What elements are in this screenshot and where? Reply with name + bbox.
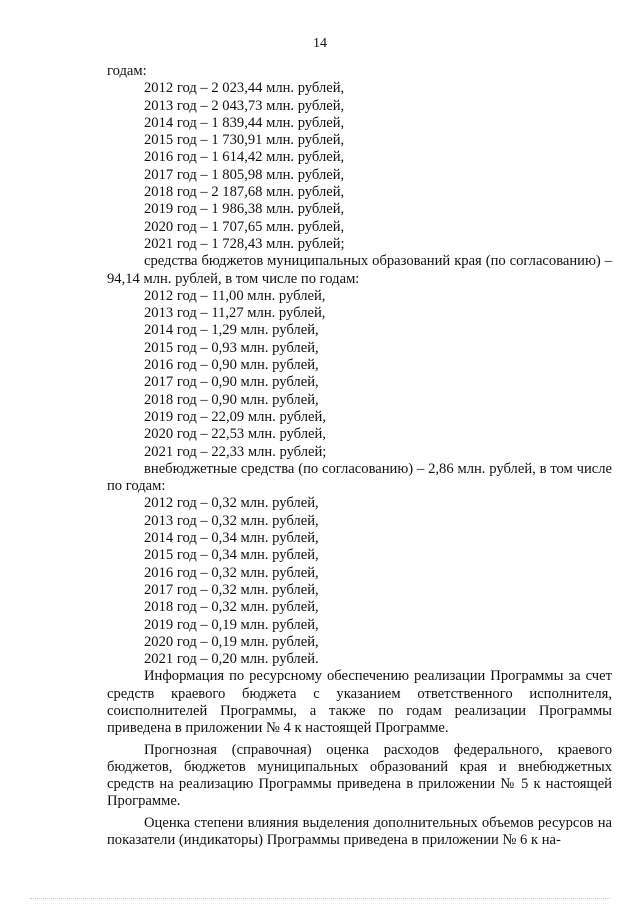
municipal-funds-heading: средства бюджетов муниципальных образований края (по согласованию) – 94,14 млн. рублей, в том числе по годам: [107,253,612,287]
municipal-year-line: 2012 год – 11,00 млн. рублей, [144,287,326,304]
page-number: 14 [313,36,327,51]
extrabudget-year-line: 2020 год – 0,19 млн. рублей, [144,633,319,650]
regional-year-line: 2018 год – 2 187,68 млн. рублей, [144,184,345,201]
forecast-estimate-paragraph: Прогнозная (справочная) оценка расходов федерального, краевого бюджетов, бюджетов муниципальных образований края и внебюджетных средств на реализацию Программы приведена в приложении № 5 к настоящей Программе. [107,741,612,810]
regional-year-line: 2020 год – 1 707,65 млн. рублей, [144,218,345,235]
regional-year-line: 2013 год – 2 043,73 млн. рублей, [144,97,345,114]
municipal-year-line: 2014 год – 1,29 млн. рублей, [144,322,319,339]
extrabudget-year-line: 2017 год – 0,32 млн. рублей, [144,581,319,598]
municipal-year-line: 2020 год – 22,53 млн. рублей, [144,426,326,443]
regional-year-line: 2016 год – 1 614,42 млн. рублей, [144,149,345,166]
municipal-year-line: 2018 год – 0,90 млн. рублей, [144,391,319,408]
impact-assessment-paragraph: Оценка степени влияния выделения дополнительных объемов ресурсов на показатели (индикаторы) Программы приведена в приложении № 6 к на- [107,814,612,849]
municipal-year-line: 2019 год – 22,09 млн. рублей, [144,408,326,425]
document-body [107,63,612,849]
extrabudget-year-line: 2021 год – 0,20 млн. рублей. [144,651,319,668]
regional-year-line: 2017 год – 1 805,98 млн. рублей, [144,166,345,183]
regional-year-line: 2021 год – 1 728,43 млн. рублей; [144,235,345,252]
extrabudget-year-line: 2015 год – 0,34 млн. рублей, [144,547,319,564]
extrabudget-year-line: 2019 год – 0,19 млн. рублей, [144,616,319,633]
municipal-year-line: 2021 год – 22,33 млн. рублей; [144,443,327,460]
extrabudget-year-line: 2018 год – 0,32 млн. рублей, [144,599,319,616]
regional-year-line: 2012 год – 2 023,44 млн. рублей, [144,80,345,97]
municipal-year-line: 2013 год – 11,27 млн. рублей, [144,305,326,322]
municipal-funds-by-year [107,288,612,461]
extrabudget-year-line: 2012 год – 0,32 млн. рублей, [144,495,319,512]
scan-edge-divider [30,898,610,899]
municipal-year-line: 2015 год – 0,93 млн. рублей, [144,339,319,356]
resource-info-paragraph: Информация по ресурсному обеспечению реализации Программы за счет средств краевого бюджета с указанием ответственного исполнителя, соисполнителей Программы, а также по годам реализации Программы приведена в приложении № 4 к настоящей Программе. [107,668,612,737]
extrabudget-year-line: 2014 год – 0,34 млн. рублей, [144,530,319,547]
regional-year-line: 2014 год – 1 839,44 млн. рублей, [144,114,345,131]
intro-line: годам: [107,63,147,79]
regional-year-line: 2015 год – 1 730,91 млн. рублей, [144,132,345,149]
extrabudget-funds-by-year [107,495,612,668]
extrabudget-year-line: 2013 год – 0,32 млн. рублей, [144,512,319,529]
extrabudget-year-line: 2016 год – 0,32 млн. рублей, [144,564,319,581]
municipal-year-line: 2017 год – 0,90 млн. рублей, [144,374,319,391]
regional-year-line: 2019 год – 1 986,38 млн. рублей, [144,201,345,218]
municipal-year-line: 2016 год – 0,90 млн. рублей, [144,357,319,374]
regional-budget-by-year [107,80,612,253]
extrabudget-funds-heading: внебюджетные средства (по согласованию) – 2,86 млн. рублей, в том числе по годам: [107,460,612,495]
